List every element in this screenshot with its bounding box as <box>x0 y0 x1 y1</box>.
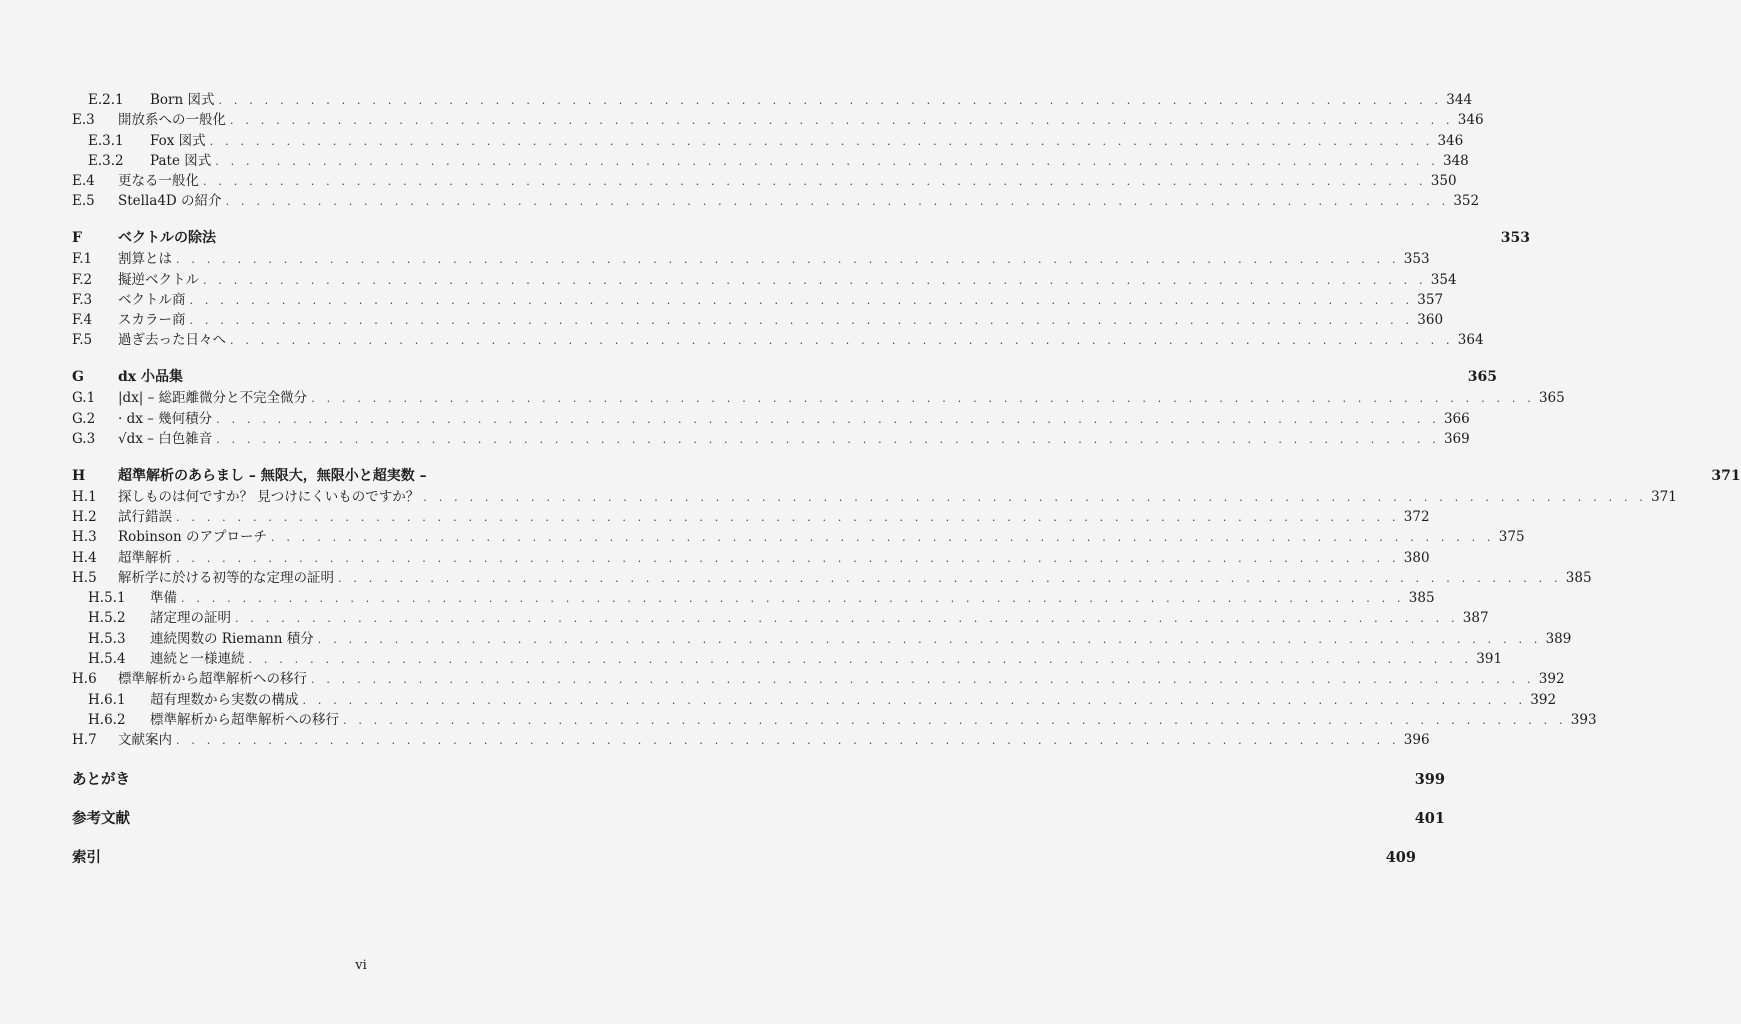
toc-entry-page: 357 <box>1417 291 1444 308</box>
toc-entry-title: ベクトル商 <box>118 291 186 308</box>
toc-entry[interactable] <box>72 629 1572 649</box>
toc-backmatter[interactable] <box>72 847 1416 868</box>
toc-entry-number: H.6.2 <box>88 711 126 728</box>
toc-entry-title: Pate 図式 <box>150 152 212 169</box>
toc-entry-page: 365 <box>1538 390 1565 407</box>
toc-entry-page: 392 <box>1538 671 1565 688</box>
toc-entry-title: 超準解析 <box>118 549 172 566</box>
toc-entry-number: H.5.3 <box>88 630 126 647</box>
toc-entry-page: 346 <box>1457 112 1484 129</box>
toc-entry-number: H.3 <box>72 529 97 546</box>
toc-entry-title: 準備 <box>150 590 177 607</box>
toc-entry[interactable] <box>72 568 1592 588</box>
toc-entry-title: 過ぎ去った日々へ <box>118 332 226 349</box>
toc-entry-number: E.3.1 <box>88 132 124 149</box>
toc-entry-number: F.3 <box>72 291 93 308</box>
toc-entry-number: E.2.1 <box>88 92 124 108</box>
toc-entry-title: ベクトルの除法 <box>118 230 216 247</box>
dot-leader: . . . . . . . . . . . . . . . . . . . . . . . . . . . . . . . . . . . . . . . . . . . . . . . . . . . . . . . . . . . . . . . . . . . . . . . . . . . . . . . . <box>176 551 1400 565</box>
toc-entry-number: F <box>72 230 82 247</box>
toc-entry-page: 366 <box>1443 410 1470 427</box>
dot-leader: . . . . . . . . . . . . . . . . . . . . . . . . . . . . . . . . . . . . . . . . . . . . . . . . . . . . . . . . . . . . . . . . . . . . . . . . . . . . . . . . <box>176 253 1400 267</box>
toc-entry-number: E.3.2 <box>88 152 124 169</box>
toc-entry-page: 393 <box>1570 711 1597 728</box>
dot-leader: . . . . . . . . . . . . . . . . . . . . . . . . . . . . . . . . . . . . . . . . . . . . . . . . . . . . . . . . . . . . . . . . . . . . . . . . . . . . . . . . <box>209 134 1434 148</box>
toc-entry-title: 文献案内 <box>118 732 172 749</box>
toc-entry-title: スカラー商 <box>118 312 186 329</box>
toc-entry[interactable] <box>72 588 1435 608</box>
toc-entry-number: F.1 <box>72 251 93 268</box>
dot-leader: . . . . . . . . . . . . . . . . . . . . . . . . . . . . . . . . . . . . . . . . . . . . . . . . . . . . . . . . . . . . . . . . . . . . . . . . . . . . . . . . <box>338 571 1562 585</box>
toc-entry-page: 352 <box>1453 193 1480 210</box>
dot-leader: . . . . . . . . . . . . . . . . . . . . . . . . . . . . . . . . . . . . . . . . . . . . . . . . . . . . . . . . . . . . . . . . . . . . . . . . . . . . . . . . <box>271 531 1495 545</box>
toc-entry[interactable] <box>72 710 1597 730</box>
toc-entry[interactable] <box>72 131 1464 151</box>
toc-entry-page: 372 <box>1403 508 1430 525</box>
toc-entry-title: 連続関数の Riemann 積分 <box>150 630 314 647</box>
toc-entry-page: 389 <box>1545 630 1572 647</box>
toc-entry-number: E.5 <box>72 193 95 210</box>
toc-entry[interactable] <box>72 548 1430 568</box>
toc-entry-number: H.5.1 <box>88 590 126 607</box>
toc-entry[interactable] <box>72 730 1430 750</box>
toc-entry-number: H.4 <box>72 549 97 566</box>
toc-entry-title: Fox 図式 <box>150 132 206 149</box>
toc-entry[interactable] <box>72 90 1473 110</box>
dot-leader: . . . . . . . . . . . . . . . . . . . . . . . . . . . . . . . . . . . . . . . . . . . . . . . . . . . . . . . . . . . . . . . . . . . . . . . . . . . . . . . . <box>203 175 1427 189</box>
toc-entry-number: H.2 <box>72 508 97 525</box>
toc-entry-title: Robinson のアプローチ <box>118 529 267 546</box>
toc-entry-number: F.4 <box>72 312 93 329</box>
dot-leader: . . . . . . . . . . . . . . . . . . . . . . . . . . . . . . . . . . . . . . . . . . . . . . . . . . . . . . . . . . . . . . . . . . . . . . . . . . . . . . . . <box>230 334 1454 348</box>
toc-entry-title: 超有理数から実数の構成 <box>150 691 299 708</box>
toc-entry[interactable] <box>72 151 1469 171</box>
toc-entry-title: Born 図式 <box>150 92 215 108</box>
toc-entry[interactable] <box>72 487 1677 507</box>
dot-leader: . . . . . . . . . . . . . . . . . . . . . . . . . . . . . . . . . . . . . . . . . . . . . . . . . . . . . . . . . . . . . . . . . . . . . . . . . . . . . . . . <box>235 612 1459 626</box>
toc-entry-page: 364 <box>1457 332 1484 349</box>
toc-entry[interactable] <box>72 388 1565 408</box>
toc-entry[interactable] <box>72 507 1430 527</box>
dot-leader: . . . . . . . . . . . . . . . . . . . . . . . . . . . . . . . . . . . . . . . . . . . . . . . . . . . . . . . . . . . . . . . . . . . . . . . . . . . . . . . . <box>423 490 1648 504</box>
toc-entry-title: 割算とは <box>118 251 172 268</box>
dot-leader: . . . . . . . . . . . . . . . . . . . . . . . . . . . . . . . . . . . . . . . . . . . . . . . . . . . . . . . . . . . . . . . . . . . . . . . . . . . . . . . . <box>176 734 1400 748</box>
toc-entry-page: 353 <box>1403 251 1430 268</box>
toc-entry-title: √dx – 白色雑音 <box>118 430 213 447</box>
dot-leader: . . . . . . . . . . . . . . . . . . . . . . . . . . . . . . . . . . . . . . . . . . . . . . . . . . . . . . . . . . . . . . . . . . . . . . . . . . . . . . . . <box>215 154 1439 168</box>
toc-entry-title: 諸定理の証明 <box>150 610 231 627</box>
toc-entry-title: あとがき <box>72 770 130 788</box>
toc-entry[interactable] <box>72 429 1470 449</box>
toc-entry-number: F.5 <box>72 332 93 349</box>
toc-backmatter[interactable] <box>72 808 1445 829</box>
toc-entry-page: 391 <box>1476 651 1503 668</box>
toc-entry-page: 401 <box>1414 809 1445 827</box>
toc-entry-page: 350 <box>1430 173 1457 190</box>
toc-entry-page: 369 <box>1443 430 1470 447</box>
toc-entry-page: 371 <box>1711 467 1741 484</box>
toc-entry-title: 連続と一様連続 <box>150 651 245 668</box>
toc-entry-number: H.7 <box>72 732 97 749</box>
toc-entry-title: 探しものは何ですか？ 見つけにくいものですか？ <box>118 488 420 505</box>
dot-leader: . . . . . . . . . . . . . . . . . . . . . . . . . . . . . . . . . . . . . . . . . . . . . . . . . . . . . . . . . . . . . . . . . . . . . . . . . . . . . . . . <box>302 693 1527 707</box>
dot-leader: . . . . . . . . . . . . . . . . . . . . . . . . . . . . . . . . . . . . . . . . . . . . . . . . . . . . . . . . . . . . . . . . . . . . . . . . . . . . . . . . <box>203 273 1427 287</box>
dot-leader: . . . . . . . . . . . . . . . . . . . . . . . . . . . . . . . . . . . . . . . . . . . . . . . . . . . . . . . . . . . . . . . . . . . . . . . . . . . . . . . . <box>189 293 1414 307</box>
toc-entry-number: H.1 <box>72 488 97 505</box>
toc-entry-number: H <box>72 467 86 484</box>
dot-leader: . . . . . . . . . . . . . . . . . . . . . . . . . . . . . . . . . . . . . . . . . . . . . . . . . . . . . . . . . . . . . . . . . . . . . . . . . . . . . . . . <box>248 653 1473 667</box>
toc-entry[interactable] <box>72 649 1503 669</box>
toc-entry-page: 392 <box>1530 691 1557 708</box>
dot-leader: . . . . . . . . . . . . . . . . . . . . . . . . . . . . . . . . . . . . . . . . . . . . . . . . . . . . . . . . . . . . . . . . . . . . . . . . . . . . . . . . <box>311 673 1535 687</box>
toc-backmatter[interactable] <box>72 769 1445 790</box>
toc-entry-title: 更なる一般化 <box>118 173 199 190</box>
toc-entry-page: 348 <box>1443 152 1469 169</box>
toc-entry[interactable] <box>72 669 1565 689</box>
toc-entry-number: G <box>72 369 84 386</box>
toc-entry[interactable] <box>72 270 1457 290</box>
dot-leader: . . . . . . . . . . . . . . . . . . . . . . . . . . . . . . . . . . . . . . . . . . . . . . . . . . . . . . . . . . . . . . . . . . . . . . . . . . . . . . . . <box>176 510 1400 524</box>
toc-entry[interactable] <box>72 409 1470 429</box>
toc-entry-title: |dx| – 総距離微分と不完全微分 <box>118 390 308 407</box>
dot-leader: . . . . . . . . . . . . . . . . . . . . . . . . . . . . . . . . . . . . . . . . . . . . . . . . . . . . . . . . . . . . . . . . . . . . . . . . . . . . . . . . <box>225 195 1450 209</box>
toc-entry-page: 346 <box>1437 132 1464 149</box>
toc-entry[interactable] <box>72 191 1480 211</box>
toc-entry-title: 参考文献 <box>72 809 130 827</box>
toc-chapter[interactable] <box>72 367 1497 388</box>
toc-entry-page: 353 <box>1500 230 1530 247</box>
toc-entry-number: G.1 <box>72 390 96 407</box>
toc-entry[interactable] <box>72 690 1557 710</box>
toc-entry-number: G.2 <box>72 410 96 427</box>
dot-leader: . . . . . . . . . . . . . . . . . . . . . . . . . . . . . . . . . . . . . . . . . . . . . . . . . . . . . . . . . . . . . . . . . . . . . . . . . . . . . . . . <box>343 713 1567 727</box>
toc-entry-number: H.5.4 <box>88 651 126 668</box>
toc-entry-title: Stella4D の紹介 <box>118 193 222 210</box>
dot-leader: . . . . . . . . . . . . . . . . . . . . . . . . . . . . . . . . . . . . . . . . . . . . . . . . . . . . . . . . . . . . . . . . . . . . . . . . . . . . . . . . <box>311 392 1535 406</box>
toc-chapter[interactable] <box>72 466 1741 487</box>
toc-entry[interactable] <box>72 527 1525 547</box>
toc-entry[interactable] <box>72 290 1444 310</box>
table-of-contents <box>72 90 1741 868</box>
toc-entry-number: H.5 <box>72 569 97 586</box>
toc-entry-page: 409 <box>1385 848 1416 866</box>
toc-entry-title: 索引 <box>72 848 101 866</box>
toc-entry-title: dx 小品集 <box>118 369 184 386</box>
toc-entry-title: 超準解析のあらまし – 無限大，無限小と超実数 – <box>118 467 427 484</box>
toc-entry-number: H.6 <box>72 671 97 688</box>
dot-leader: . . . . . . . . . . . . . . . . . . . . . . . . . . . . . . . . . . . . . . . . . . . . . . . . . . . . . . . . . . . . . . . . . . . . . . . . . . . . . . . . <box>216 412 1440 426</box>
toc-entry-page: 344 <box>1446 92 1473 108</box>
toc-entry[interactable] <box>72 110 1484 130</box>
toc-entry-title: 擬逆ベクトル <box>118 271 199 288</box>
toc-entry-page: 360 <box>1417 312 1444 329</box>
toc-entry-page: 385 <box>1408 590 1435 607</box>
toc-entry[interactable] <box>72 171 1457 191</box>
toc-entry-title: · dx – 幾何積分 <box>118 410 213 427</box>
toc-entry-page: 380 <box>1403 549 1430 566</box>
toc-entry-title: 標準解析から超準解析への移行 <box>118 671 307 688</box>
toc-entry-page: 396 <box>1403 732 1430 749</box>
dot-leader: . . . . . . . . . . . . . . . . . . . . . . . . . . . . . . . . . . . . . . . . . . . . . . . . . . . . . . . . . . . . . . . . . . . . . . . . . . . . . . . . <box>230 114 1454 128</box>
toc-chapter[interactable] <box>72 228 1530 249</box>
dot-leader: . . . . . . . . . . . . . . . . . . . . . . . . . . . . . . . . . . . . . . . . . . . . . . . . . . . . . . . . . . . . . . . . . . . . . . . . . . . . . . . . <box>317 632 1542 646</box>
toc-entry-number: G.3 <box>72 430 96 447</box>
dot-leader: . . . . . . . . . . . . . . . . . . . . . . . . . . . . . . . . . . . . . . . . . . . . . . . . . . . . . . . . . . . . . . . . . . . . . . . . . . . . . . . . <box>181 592 1405 606</box>
toc-entry-page: 371 <box>1651 488 1677 505</box>
toc-entry-page: 354 <box>1430 271 1457 288</box>
toc-entry-number: H.5.2 <box>88 610 126 627</box>
toc-entry[interactable] <box>72 310 1444 330</box>
toc-entry-title: 標準解析から超準解析への移行 <box>150 711 339 728</box>
toc-entry[interactable] <box>72 608 1489 628</box>
toc-entry-number: F.2 <box>72 271 93 288</box>
toc-entry[interactable] <box>72 330 1484 350</box>
toc-entry-page: 365 <box>1467 369 1497 386</box>
toc-entry-page: 387 <box>1462 610 1489 627</box>
dot-leader: . . . . . . . . . . . . . . . . . . . . . . . . . . . . . . . . . . . . . . . . . . . . . . . . . . . . . . . . . . . . . . . . . . . . . . . . . . . . . . . . <box>216 432 1440 446</box>
toc-entry-number: E.4 <box>72 173 95 190</box>
toc-entry-page: 399 <box>1414 770 1445 788</box>
toc-entry-title: 開放系への一般化 <box>118 112 226 129</box>
toc-entry-title: 解析学に於ける初等的な定理の証明 <box>118 569 334 586</box>
toc-entry-page: 375 <box>1498 529 1525 546</box>
toc-entry[interactable] <box>72 249 1430 269</box>
toc-entry-number: E.3 <box>72 112 95 129</box>
toc-entry-page: 385 <box>1565 569 1592 586</box>
toc-entry-title: 試行錯誤 <box>118 508 172 525</box>
page-number: vi <box>355 958 367 973</box>
toc-entry-number: H.6.1 <box>88 691 126 708</box>
dot-leader: . . . . . . . . . . . . . . . . . . . . . . . . . . . . . . . . . . . . . . . . . . . . . . . . . . . . . . . . . . . . . . . . . . . . . . . . . . . . . . . . <box>218 94 1443 107</box>
dot-leader: . . . . . . . . . . . . . . . . . . . . . . . . . . . . . . . . . . . . . . . . . . . . . . . . . . . . . . . . . . . . . . . . . . . . . . . . . . . . . . . . <box>189 314 1414 328</box>
